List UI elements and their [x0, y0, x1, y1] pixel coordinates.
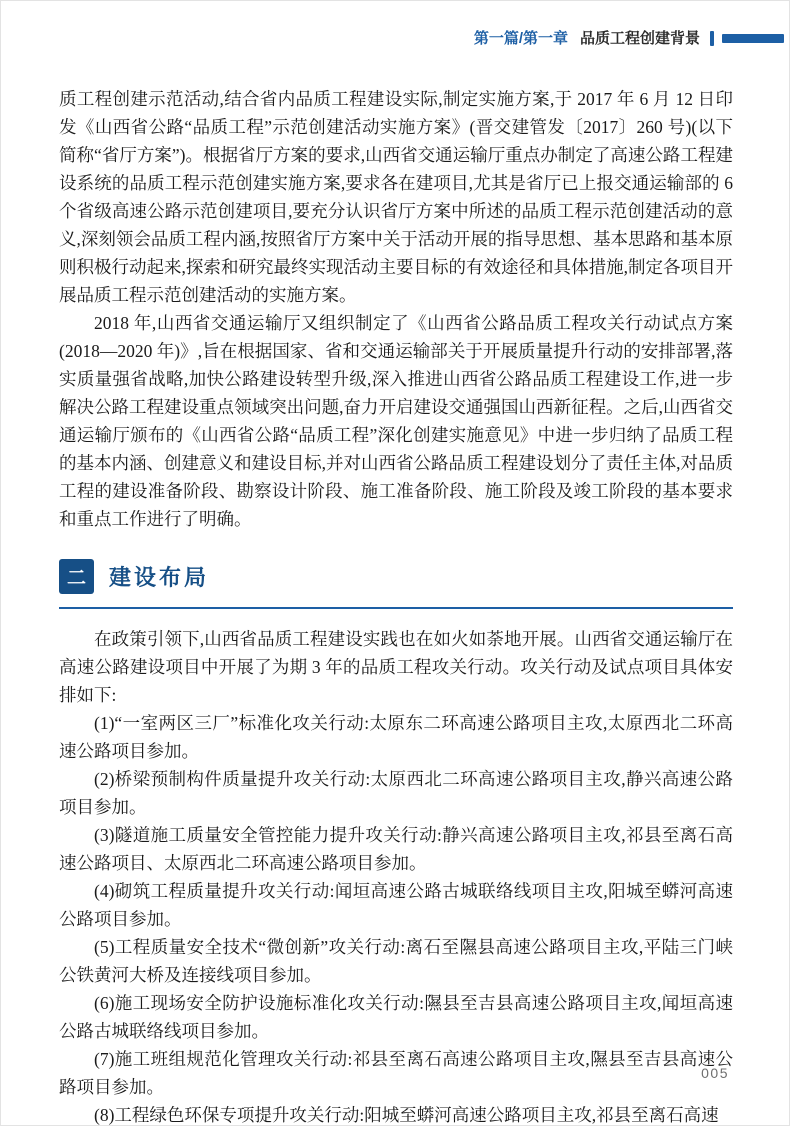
section-heading: [59, 559, 733, 609]
list-item: (5)工程质量安全技术“微创新”攻关行动:离石至隰县高速公路项目主攻,平陆三门峡公铁黄河大桥及连接线项目参加。: [59, 937, 733, 985]
list-item: (1)“一室两区三厂”标准化攻关行动:太原东二环高速公路项目主攻,太原西北二环高速公路项目参加。: [59, 713, 733, 761]
list-item: (8)工程绿色环保专项提升攻关行动:阳城至蟒河高速公路项目主攻,祁县至离石高速: [94, 1105, 719, 1125]
list-item: (3)隧道施工质量安全管控能力提升攻关行动:静兴高速公路项目主攻,祁县至离石高速公路项目、太原西北二环高速公路项目参加。: [59, 825, 733, 873]
header-accent-bar: [722, 34, 784, 43]
body-paragraph-continuation: 质工程创建示范活动,结合省内品质工程建设实际,制定实施方案,于 2017 年 6 月 12 日印发《山西省公路“品质工程”示范创建活动实施方案》(晋交建管发〔2017〕260 号)(以下简称“省厅方案”)。根据省厅方案的要求,山西省交通运输厅重点办制定了高速公路工程建设系统的品质工程示范创建实施方案,要求各在建项目,尤其是省厅已上报交通运输部的 6 个省级高速公路示范创建项目,要充分认识省厅方案中所述的品质工程示范创建活动的意义,深刻领会品质工程内涵,按照省厅方案中关于活动开展的指导思想、基本思路和基本原则积极行动起来,探索和研究最终实现活动主要目标的有效途径和具体措施,制定各项目开展品质工程示范创建活动的实施方案。: [59, 89, 733, 305]
list-item: (7)施工班组规范化管理攻关行动:祁县至离石高速公路项目主攻,隰县至吉县高速公路项目参加。: [59, 1049, 733, 1097]
chapter-title: 品质工程创建背景: [579, 30, 700, 47]
list-item: (6)施工现场安全防护设施标准化攻关行动:隰县至吉县高速公路项目主攻,闻垣高速公路古城联络线项目参加。: [59, 993, 733, 1041]
page-header: [1, 31, 789, 46]
section-number-box: 二: [59, 559, 94, 594]
chapter-label: 第一篇/第一章: [473, 30, 568, 47]
list-item: (2)桥梁预制构件质量提升攻关行动:太原西北二环高速公路项目主攻,静兴高速公路项目参加。: [59, 769, 733, 817]
body-paragraph: 2018 年,山西省交通运输厅又组织制定了《山西省公路品质工程攻关行动试点方案(2018—2020 年)》,旨在根据国家、省和交通运输部关于开展质量提升行动的安排部署,落实质量强省战略,加快公路建设转型升级,深入推进山西省公路品质工程建设工作,进一步解决公路工程建设重点领域突出问题,奋力开启建设交通强国山西新征程。之后,山西省交通运输厅颁布的《山西省公路“品质工程”深化创建实施意见》中进一步归纳了品质工程的基本内涵、创建意义和建设目标,并对山西省公路品质工程建设划分了责任主体,对品质工程的建设准备阶段、勘察设计阶段、施工准备阶段、施工阶段及竣工阶段的基本要求和重点工作进行了明确。: [59, 313, 733, 529]
section-lead-paragraph: 在政策引领下,山西省品质工程建设实践也在如火如荼地开展。山西省交通运输厅在高速公路建设项目中开展了为期 3 年的品质工程攻关行动。攻关行动及试点项目具体安排如下:: [59, 629, 733, 705]
header-divider-tick: [710, 31, 714, 46]
section-title: 建设布局: [109, 565, 210, 590]
page-number: 005: [701, 1065, 729, 1081]
page-body: [59, 85, 733, 1126]
list-item: (4)砌筑工程质量提升攻关行动:闻垣高速公路古城联络线项目主攻,阳城至蟒河高速公路项目参加。: [59, 881, 733, 929]
